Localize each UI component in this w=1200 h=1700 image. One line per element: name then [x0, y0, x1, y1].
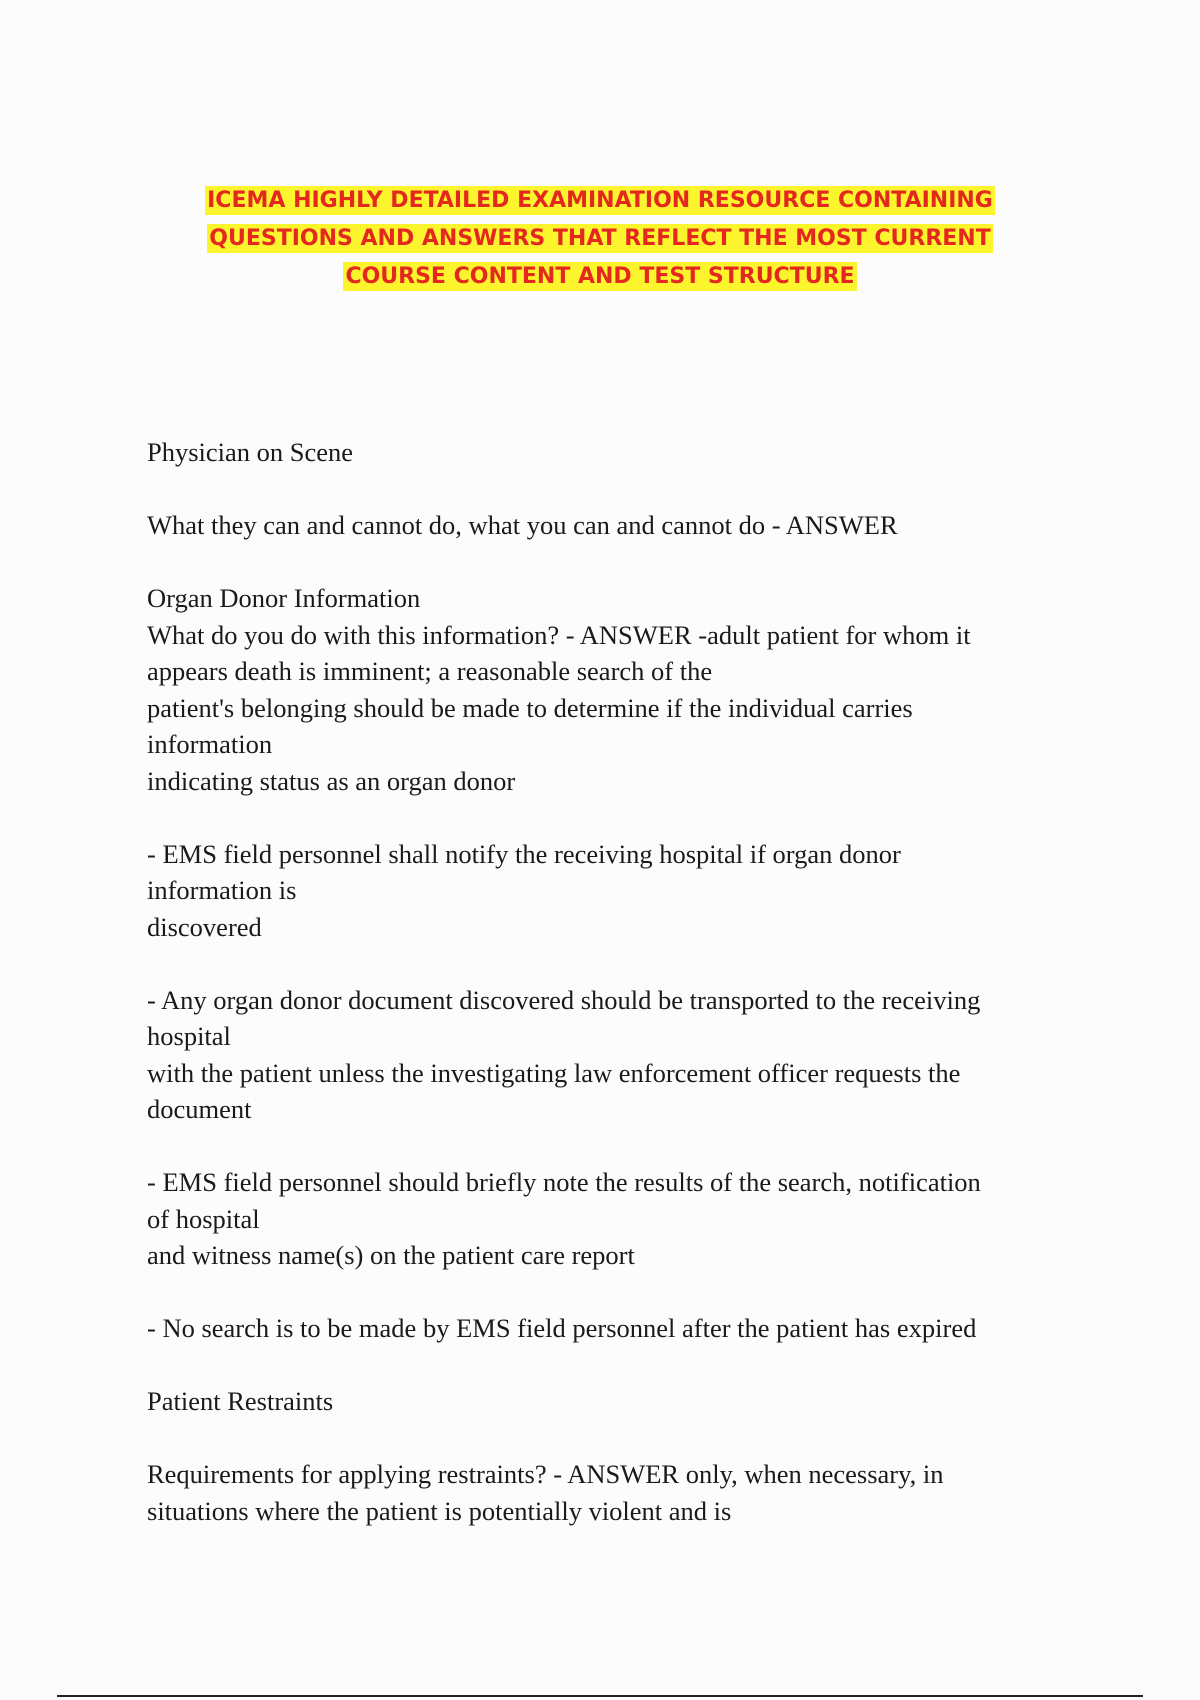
title-line: COURSE CONTENT AND TEST STRUCTURE	[345, 264, 855, 289]
document-body	[147, 434, 1047, 1529]
bullet-line: - EMS field personnel should briefly note the results of the search, notification	[147, 1167, 981, 1197]
question-physician: What they can and cannot do, what you can and cannot do - ANSWER	[147, 510, 898, 540]
bullet-line: document	[147, 1094, 252, 1124]
section-heading-organ-donor: Organ Donor Information	[147, 583, 421, 613]
title-line: QUESTIONS AND ANSWERS THAT REFLECT THE MOST CURRENT	[209, 226, 991, 251]
restraints-question-line: Requirements for applying restraints? - ANSWER only, when necessary, in	[147, 1459, 944, 1489]
organ-question-line: appears death is imminent; a reasonable search of the	[147, 656, 713, 686]
bullet-line: - Any organ donor document discovered should be transported to the receiving	[147, 984, 981, 1015]
restraints-question-line: situations where the patient is potentially violent and is	[147, 1495, 732, 1526]
bullet-line: and witness name(s) on the patient care report	[147, 1240, 635, 1270]
section-heading-restraints: Patient Restraints	[147, 1386, 334, 1416]
bullet-line: information is	[147, 875, 297, 905]
bullet-line: with the patient unless the investigating law enforcement officer requests the	[147, 1057, 961, 1088]
bullet-line: - EMS field personnel shall notify the receiving hospital if organ donor	[147, 838, 901, 869]
bullet-line: of hospital	[147, 1203, 260, 1234]
section-heading-physician: Physician on Scene	[147, 437, 354, 467]
organ-question-line: What do you do with this information? - ANSWER -adult patient for whom it	[147, 619, 971, 650]
page-bottom-rule	[57, 1695, 1143, 1697]
title-line: ICEMA HIGHLY DETAILED EXAMINATION RESOURCE CONTAINING	[207, 188, 993, 213]
bullet-line: - No search is to be made by EMS field personnel after the patient has expired	[147, 1313, 977, 1343]
bullet-line: hospital	[147, 1021, 231, 1051]
document-title	[120, 182, 1080, 296]
organ-question-line: indicating status as an organ donor	[147, 765, 516, 796]
organ-question-line: information	[147, 729, 273, 759]
bullet-line: discovered	[147, 911, 262, 942]
organ-question-line: patient's belonging should be made to determine if the individual carries	[147, 692, 913, 723]
